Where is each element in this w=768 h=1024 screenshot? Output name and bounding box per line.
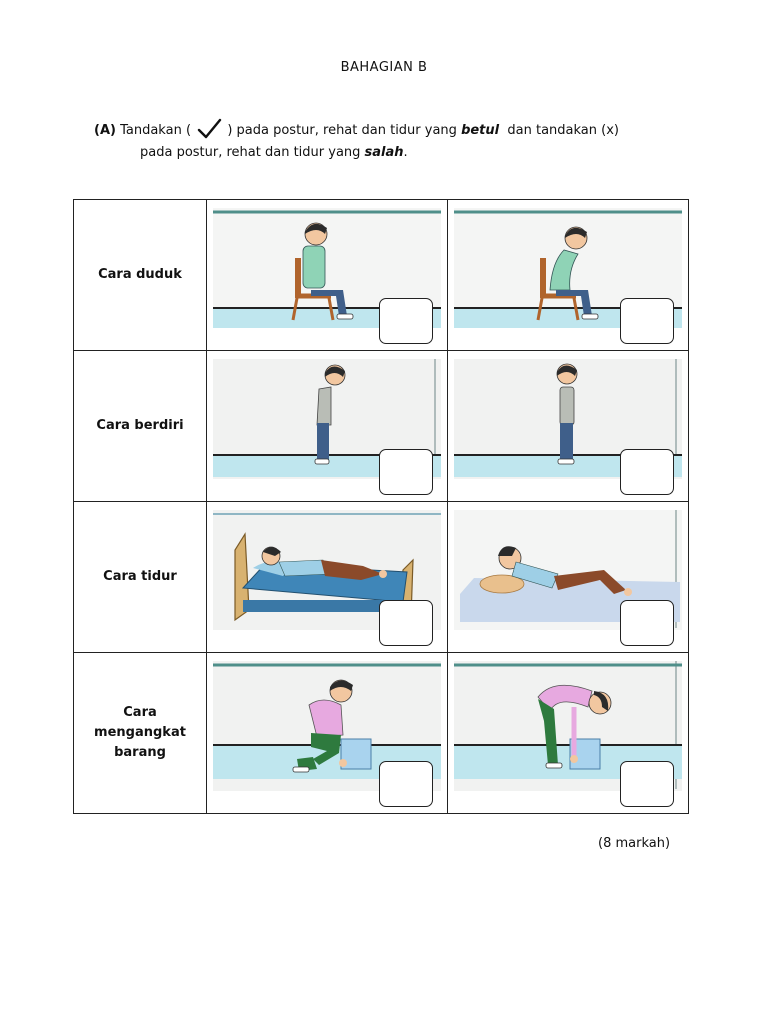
check-mark-icon bbox=[195, 118, 223, 140]
instruction-word-correct: betul bbox=[461, 123, 500, 138]
answer-box[interactable] bbox=[620, 298, 674, 344]
instruction-text-4: pada postur, rehat dan tidur yang bbox=[140, 145, 361, 160]
answer-box[interactable] bbox=[620, 449, 674, 495]
picture-cell bbox=[448, 502, 689, 653]
picture-cell bbox=[207, 653, 448, 814]
answer-box[interactable] bbox=[379, 761, 433, 807]
page-title: BAHAGIAN B bbox=[340, 60, 428, 75]
table-row bbox=[74, 200, 689, 351]
instruction-text-1: Tandakan ( bbox=[120, 123, 192, 138]
row-label-lifting bbox=[74, 653, 207, 814]
instruction-text-3: dan tandakan (x) bbox=[507, 123, 619, 138]
instruction bbox=[94, 118, 714, 164]
posture-table bbox=[73, 199, 689, 814]
picture-cell bbox=[448, 351, 689, 502]
picture-cell bbox=[207, 200, 448, 351]
picture-cell bbox=[448, 653, 689, 814]
picture-cell bbox=[207, 502, 448, 653]
answer-box[interactable] bbox=[379, 600, 433, 646]
instruction-text-5: . bbox=[403, 145, 408, 160]
row-label-sleeping: Cara tidur bbox=[74, 502, 207, 653]
instruction-word-wrong: salah bbox=[364, 145, 404, 160]
row-label-sitting: Cara duduk bbox=[74, 200, 207, 351]
answer-box[interactable] bbox=[379, 449, 433, 495]
instruction-label: (A) bbox=[94, 123, 116, 138]
answer-box[interactable] bbox=[620, 600, 674, 646]
picture-cell bbox=[207, 351, 448, 502]
table-row bbox=[74, 653, 689, 814]
answer-box[interactable] bbox=[379, 298, 433, 344]
table-row bbox=[74, 502, 689, 653]
table-row bbox=[74, 351, 689, 502]
answer-box[interactable] bbox=[620, 761, 674, 807]
row-label-lifting-text: Cara mengangkat barang bbox=[94, 705, 186, 760]
picture-cell bbox=[448, 200, 689, 351]
row-label-standing: Cara berdiri bbox=[74, 351, 207, 502]
instruction-text-2: ) pada postur, rehat dan tidur yang bbox=[227, 123, 457, 138]
total-marks: (8 markah) bbox=[598, 836, 671, 851]
